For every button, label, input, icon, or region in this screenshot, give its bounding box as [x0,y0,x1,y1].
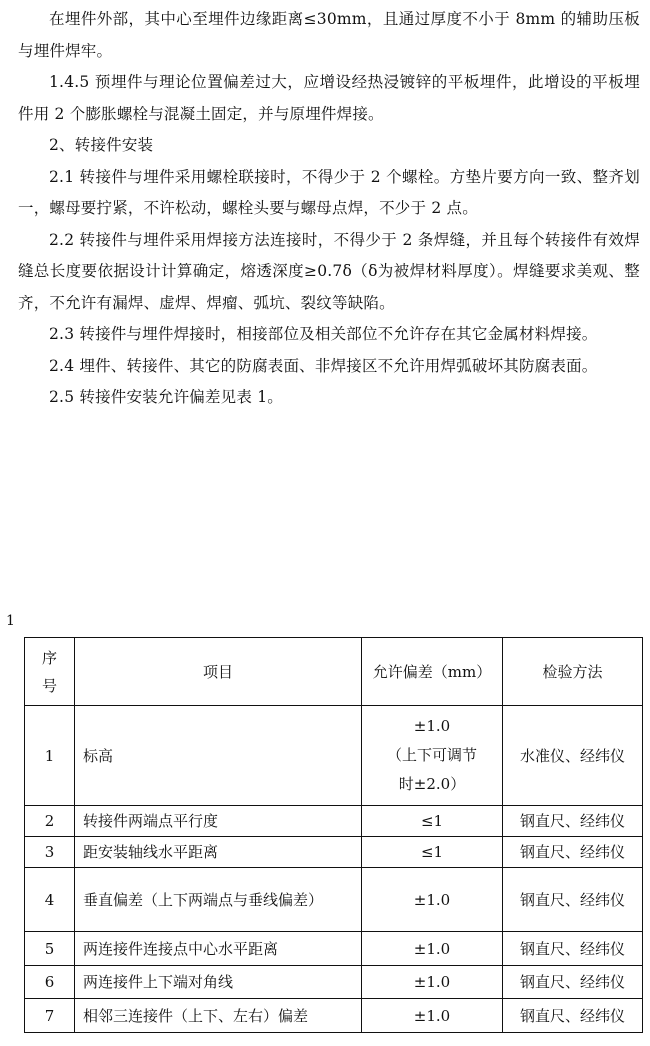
section-heading-connector-install: 2、转接件安装 [49,136,154,154]
row-tolerance: ±1.0 [362,932,503,966]
row-tolerance: ≤1 [362,837,503,868]
table-row [25,706,643,806]
table-number: 1 [6,613,15,629]
row-item: 转接件两端点平行度 [75,806,362,837]
row-sequence: 3 [25,837,75,868]
row-item: 相邻三连接件（上下、左右）偏差 [75,999,362,1033]
paragraph-1-4-5: 1.4.5 预埋件与理论位置偏差过大，应增设经热浸镀锌的平板埋件，此增设的平板埋件用 2 个膨胀螺栓与混凝土固定，并与原埋件焊接。 [18,73,640,123]
paragraph-anchor-plate: 在埋件外部，其中心至埋件边缘距离≤30mm，且通过厚度不小于 8mm 的辅助压板与埋件焊牢。 [18,10,640,60]
header-item: 项目 [75,638,362,706]
paragraph-2-1: 2.1 转接件与埋件采用螺栓联接时，不得少于 2 个螺栓。方垫片要方向一致、整齐划一，螺母要拧紧，不许松动，螺栓头要与螺母点焊，不少于 2 点。 [18,167,640,217]
row-sequence: 2 [25,806,75,837]
row-sequence: 7 [25,999,75,1033]
paragraph-2-4: 2.4 埋件、转接件、其它的防腐表面、非焊接区不允许用焊弧破坏其防腐表面。 [49,356,598,375]
row-item: 两连接件上下端对角线 [75,966,362,999]
table-row [25,966,643,999]
row-inspection-method: 钢直尺、经纬仪 [503,868,643,932]
table-header-row [25,638,643,706]
tolerance-table [24,637,643,1033]
row-tolerance: ±1.0 [362,868,503,932]
row-sequence: 6 [25,966,75,999]
table-row [25,868,643,932]
row-item: 距安装轴线水平距离 [75,837,362,868]
row-sequence: 1 [25,706,75,806]
paragraph-2-3: 2.3 转接件与埋件焊接时，相接部位及相关部位不允许存在其它金属材料焊接。 [49,325,598,343]
table-row [25,806,643,837]
row-inspection-method: 水准仪、经纬仪 [503,706,643,806]
row-inspection-method: 钢直尺、经纬仪 [503,999,643,1033]
row-item: 两连接件连接点中心水平距离 [75,932,362,966]
table-row [25,999,643,1033]
row-sequence: 5 [25,932,75,966]
paragraph-2-2: 2.2 转接件与埋件采用焊接方法连接时，不得少于 2 条焊缝，并且每个转接件有效焊缝总长度要依据设计计算确定，熔透深度≥0.7δ（δ为被焊材料厚度）。焊缝要求美观、整齐，不允许有漏焊、虚焊、焊瘤、弧坑、裂纹等缺陷。 [18,230,640,312]
row-tolerance: ≤1 [362,806,503,837]
header-sequence: 序 号 [25,638,75,706]
table-row [25,837,643,868]
row-sequence: 4 [25,868,75,932]
row-item: 标高 [75,706,362,806]
row-tolerance: ±1.0 [362,966,503,999]
header-inspection-method: 检验方法 [503,638,643,706]
row-item: 垂直偏差（上下两端点与垂线偏差） [75,868,362,932]
row-inspection-method: 钢直尺、经纬仪 [503,837,643,868]
row-tolerance: ±1.0 （上下可调节 时±2.0） [362,706,503,806]
row-tolerance: ±1.0 [362,999,503,1033]
row-inspection-method: 钢直尺、经纬仪 [503,806,643,837]
row-inspection-method: 钢直尺、经纬仪 [503,932,643,966]
row-inspection-method: 钢直尺、经纬仪 [503,966,643,999]
header-tolerance: 允许偏差（mm） [362,638,503,706]
paragraph-2-5: 2.5 转接件安装允许偏差见表 1。 [49,388,283,406]
document-body [18,4,640,414]
table-row [25,932,643,966]
